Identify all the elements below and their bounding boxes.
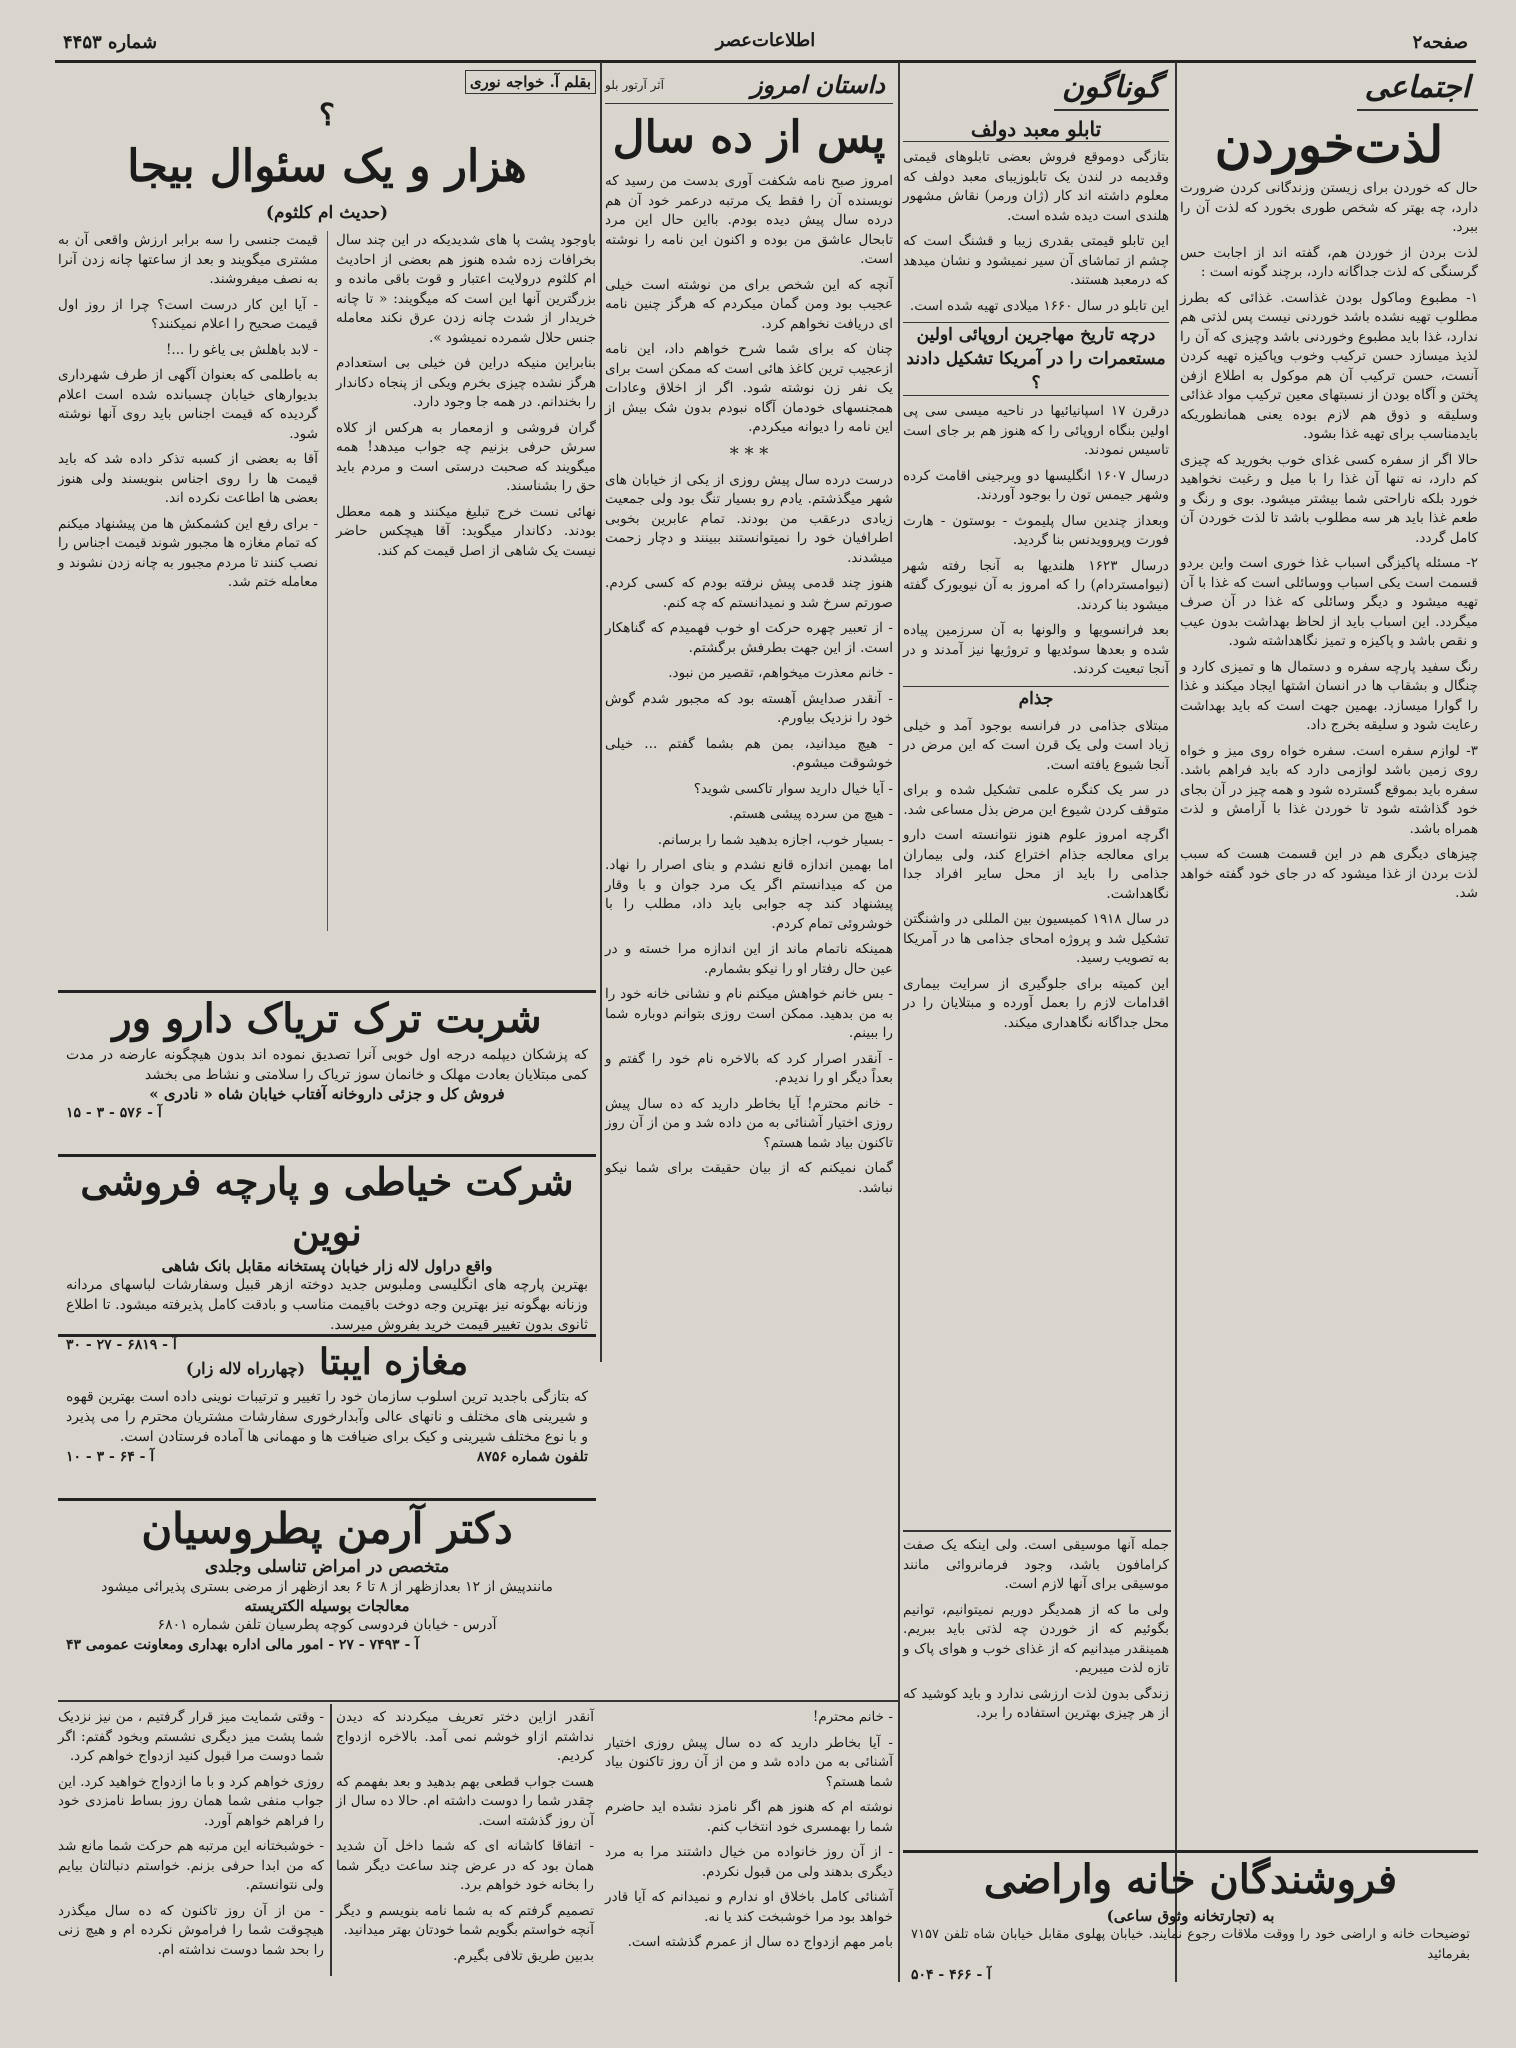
ad-code: آ - ۶۴ - ۳ - ۱۰ bbox=[66, 1449, 155, 1465]
ad-phone: تلفون شماره ۸۷۵۶ bbox=[476, 1449, 588, 1465]
ad-address: آدرس - خیابان فردوسی کوچه پطرسیان تلفن شماره ۶۸۰۱ bbox=[157, 1617, 497, 1633]
article-title: لذت‌خوردن bbox=[1214, 115, 1444, 174]
paragraph: باوجود پشت پا های شدیدیکه در این چند سال بخرافات زده شده هنوز هم بعضی از احادیث ام کلثوم درولایت اعتبار و قوت باقی مانده و بزرگترین آنها این است که میگویند: « تا چانه خریدار از شدت چانه زدن عرق نکند معامله جنس حلال شمرده نمیشود ». bbox=[336, 232, 596, 346]
paragraph: آنچه که این شخص برای من نوشته است خیلی عجیب بود ومن گمان میکردم که هرگز چنین نامه ای دریافت نخواهم کرد. bbox=[605, 276, 893, 332]
ad-code: آ - ۵۷۶ - ۳ - ۱۵ bbox=[66, 1105, 162, 1121]
ad-doctor bbox=[58, 1498, 596, 1701]
author-box: بقلم آ. خواجه نوری bbox=[465, 70, 596, 94]
ad-code: آ - ۶۸۱۹ - ۲۷ - ۳۰ bbox=[66, 1337, 177, 1353]
paragraph: اگرچه امروز علوم هنوز نتوانسته است دارو برای معالجه جذام اختراع کند، ولی بیماران جذامی را باید از محل سایر افراد جدا نگاهداشت. bbox=[903, 827, 1169, 902]
separator-stars: * * * bbox=[729, 443, 769, 465]
paragraph: ۱- مطبوع وماکول بودن غذاست. غذائی که بطرز مطلوب تهیه نشده باشد خوردنی نیست پس لذتی هم ندارد، غذا باید مطبوع وخوردنی باشد وچیزی که آن را لذیذ میسازد حسن ترکیب وخوب وپاکیزه تهیه کردن آنست، حسن ترکیب آن هم موکول به اطلاع ازفن پختن و آگاه بودن از نسبتهای معین ترکیب مواد غذائی وسلیقه و ذوق هم لازم بوده یعنی همانطوریکه بایدمناسب برای تهیه غذا بشود. bbox=[1180, 289, 1478, 442]
column-divider bbox=[898, 62, 900, 1982]
column-divider bbox=[600, 62, 602, 1362]
paragraph: امروز صبح نامه شکفت آوری بدست من رسید که نویسنده آن را فقط یک مرتبه درعمر خود آن هم درده سال پیش دیده بودم. بااین حال این مرد تابحال عاشق من بوده و اکنون این نامه را نوشته است. bbox=[605, 173, 893, 267]
paragraph: به باطلمی که بعنوان آگهی از طرف شهرداری بدیوارهای خیابان چسبانده شده است اعلام گردیده که قیمت اجناس باید روی آنها نوشته شود. bbox=[58, 367, 318, 442]
issue-number: شماره ۴۴۵۳ bbox=[63, 32, 158, 53]
paragraph: زندگی بدون لذت ارزشی ندارد و باید کوشید که از هر چیزی بهترین استفاده را برد. bbox=[903, 1685, 1169, 1721]
paragraph: هست جواب قطعی بهم بدهید و بعد بفهمم که چقدر شما را دوست داشته ام. حالا ده سال از آن روز گذشته است. bbox=[336, 1773, 594, 1829]
paragraph: - هیچ من سرده پیشی هستم. bbox=[728, 806, 893, 822]
paragraph: وبعداز چندین سال پلیموث - بوستون - هارت فورت وپروویدنس بنا گردید. bbox=[903, 512, 1169, 548]
paragraph: - هیچ میدانید، بمن هم بشما گفتم ... خیلی خوشوقت میشوم. bbox=[605, 735, 893, 771]
paragraph: گمان نمیکنم که از بیان حقیقت برای شما نیکو نباشد. bbox=[605, 1160, 893, 1196]
ad-opium-syrup bbox=[58, 990, 596, 1153]
ad-body: که بتازگی باجدید ترین اسلوب سازمان خود را تغییر و ترتیبات نوینی داده است بهترین قهوه و شیرینی های مختلف و نانهای عالی وآبدارخوری سفارشات مشتریان محترم را می پذیرد و با نوع مختلف شیرینی و کیک برای ضیافت ها و مهمانی ها آماده فرستادن است. bbox=[66, 1389, 588, 1445]
paragraph: - وقتی شمایت میز قرار گرفتیم ، من نیز نزدیک شما پشت میز دیگری نشستم وبخود گفتم: اگر شما دوست مرا قبول کنید ازدواج خواهم کرد. bbox=[58, 1709, 324, 1764]
section-tag: اجتماعی bbox=[1357, 66, 1478, 111]
bottom-story-col1 bbox=[58, 1708, 324, 1973]
paragraph: در سال ۱۹۱۸ کمیسیون بین المللی در واشنگتن تشکیل شد و پروژه امحای جذامی ها در آمریکا به تصویب رسید. bbox=[903, 911, 1169, 966]
masthead bbox=[55, 30, 1476, 63]
ad-hours: مانندپیش از ۱۲ بعدازظهر از ۸ تا ۶ بعد ازظهر از مرضی بستری پذیرائی میشود bbox=[101, 1579, 553, 1595]
social-column bbox=[1180, 66, 1478, 1946]
paragraph: نوشته ام که هنوز هم اگر نامزد نشده اید حاضرم شما را بهمسری خود انتخاب کنم. bbox=[605, 1799, 893, 1835]
column-divider bbox=[330, 1704, 332, 1976]
ad-realestate bbox=[903, 1850, 1478, 1985]
divider bbox=[58, 1700, 898, 1702]
paragraph: بتازگی دوموقع فروش بعضی تابلوهای قیمتی وقدیمه در لندن یک تابلوزیبای معبد دولف که معلوم داشته اند کار (ژان ورمر) نقاش مشهور هلندی است دیده شده است. bbox=[903, 149, 1169, 224]
paragraph: این تابلو در سال ۱۶۶۰ میلادی تهیه شده است. bbox=[909, 297, 1169, 314]
paragraph: - آنقدر صدایش آهسته بود که مجبور شدم گوش خود را نزدیک بیاورم. bbox=[605, 690, 893, 726]
ad-code: آ - ۴۶۶ - ۵۰۴ bbox=[911, 1967, 992, 1983]
ad-specialty: متخصص در امراض تناسلی وجلدی bbox=[204, 1557, 450, 1577]
paragraph: بدبین طریق تلافی بگیرم. bbox=[453, 1947, 594, 1964]
paragraph: - خانم معذرت میخواهم، تقصیر من نبود. bbox=[668, 665, 893, 681]
ad-sales: فروش کل و جزئی داروخانه آفتاب خیابان شاه « نادری » bbox=[149, 1085, 505, 1103]
bottom-story-col3 bbox=[605, 1708, 893, 1973]
ad-body: بهترین پارچه های انگلیسی وملبوس جدید دوخته ازهر قبیل وسفارشات لباسهای مردانه وزنانه بهگونه نیز بهترین وجه دوخت باقیمت مناسب و بادقت کامل پذیرفته میشود. تا اطلاع ثانوی بدون تغییر قیمت خرید بفروش میرسد. bbox=[66, 1277, 588, 1333]
ad-ibita bbox=[58, 1334, 596, 1497]
paragraph: - آیا این کار درست است؟ چرا از روز اول قیمت صحیح را اعلام نمیکنند؟ bbox=[58, 296, 318, 332]
paragraph: لذت بردن از خوردن هم، گفته اند از اجابت حس گرسنگی که لذت جداگانه دارد، برچند گونه است : bbox=[1180, 244, 1478, 280]
paragraph: جمله آنها موسیقی است. ولی اینکه یک صفت کرامافون باشد، وجود فرمانروائی مانند موسیقی برای آنها لازم است. bbox=[903, 1537, 1169, 1592]
ad-tailor bbox=[58, 1154, 596, 1353]
paragraph: - من از آن روز تاکنون که ده سال میگذرد هیچوقت شما را فراموش نکرده ام و هیچ زنی را بحد شما دوست نداشته ام. bbox=[58, 1902, 324, 1958]
paragraph: آشنائی کامل باخلاق او ندارم و نمیدانم که آیا قادر خواهد بود مرا خوشبخت کند یا نه. bbox=[605, 1889, 893, 1925]
paragraph: حال که خوردن برای زیستن وزندگانی کردن ضرورت دارد، چه بهتر که شخص طوری بخورد که لذت آن را ببرد. bbox=[1180, 180, 1478, 235]
paragraph: ولی ما که از همدیگر دوریم نمیتوانیم، توانیم بگوئیم که از خوردن چه لذتی باید ببریم. همینقدر میدانیم که از غذای خوب و هوای پاک و تازه لذت میبریم. bbox=[903, 1601, 1169, 1676]
ad-body: توضیحات خانه و اراضی خود را ووقت ملاقات رجوع نمایند. خیابان پهلوی مقابل خیابان شاه تلفن ۷۱۵۷ بفرمائید bbox=[911, 1927, 1470, 1962]
paragraph: گران فروشی و ازمعمار به هرکس از کلاه سرش حرفی بزنیم چه جواب میدهد! همه میگویند که صحبت درستی است و مردم باید حق را بشناسند. bbox=[336, 419, 596, 494]
paragraph: ۳- لوازم سفره است. سفره خواه روی میز و خواه روی زمین باشد لوازمی دارد که باید فراهم باشد. سفره باید بموقع گسترده شود و همه چیز در آن بجای خود گذاشته شود تا خوردن غذا با آرامش و لذت همراه باشد. bbox=[1180, 742, 1478, 837]
ad-title: مغازه ایبتا bbox=[319, 1341, 469, 1383]
two-column-text bbox=[58, 231, 596, 931]
paragraph: - آنقدر اصرار کرد که بالاخره نام خود را گفتم و بعداً دیگر او را ندیدم. bbox=[605, 1050, 893, 1086]
bottom-story-col2 bbox=[336, 1708, 594, 1973]
paragraph: درقرن ۱۷ اسپانیائیها در ناحیه میسی سی پی اولین بنگاه اروپائی را که هنوز هم بر جای است تاسیس نمودند. bbox=[903, 403, 1170, 458]
paragraph: قیمت جنسی را سه برابر ارزش واقعی آن به مشتری میگویند و بعد از ساعتها چانه زدن آنرا به نصف میفروشند. bbox=[58, 232, 318, 287]
ad-address: واقع دراول لاله زار خیابان پستخانه مقابل بانک شاهی bbox=[161, 1257, 493, 1275]
paragraph: هنوز چند قدمی پیش نرفته بودم که کسی کردم. صورتم سرخ شد و نمیدانستم که چه کنم. bbox=[605, 575, 893, 611]
paragraph: - خانم محترم! آیا بخاطر دارید که ده سال پیش روزی اختیار آشنائی به من داده شد و من از آن روز تاکنون بیاد شما هستم؟ bbox=[605, 1095, 893, 1151]
newspaper-name: اطلاعات‌عصر bbox=[715, 30, 816, 51]
paragraph: چنان که برای شما شرح خواهم داد، این نامه ازعجیب ترین کاغذ هائی است که ممکن است برای یک نفر زن نوشته شود. اگر از اخلاق وعادات همجنسهای خودمان آگاه نبودم بدون شک بیش از این نامه را دیوانه میکردم. bbox=[605, 341, 893, 435]
paragraph: مبتلای جذامی در فرانسه بوجود آمد و خیلی زیاد است ولی یک قرن است که این مرض در آنجا شیوع یافته است. bbox=[903, 717, 1169, 773]
paragraph: چیزهای دیگری هم در این قسمت هست که سبب لذت بردن از غذا میشود که در جای خود گفته خواهد شد. bbox=[1180, 846, 1478, 901]
paragraph: اما بهمین اندازه قانع نشدم و بنای اصرار را نهاد. من که میدانستم اگر یک مرد جوان و با وقار پیشنهاد کند چه جوابی باید داد، مطلب را با خوشروئی تمام کردم. bbox=[605, 857, 893, 932]
ad-agency: به (تجارتخانه وثوق ساعی) bbox=[1106, 1907, 1275, 1925]
paragraph: نهائی نست خرج تبلیغ میکنند و همه معطل بودند. دکاندار میگوید: آقا هیچکس حاضر نیست یک شاهی از اصل قیمت کم کند. bbox=[336, 503, 596, 559]
article-subtitle: (حدیث ام کلثوم) bbox=[265, 203, 389, 223]
paragraph: بامر مهم ازدواج ده سال از عمرم گذشته است. bbox=[627, 1934, 893, 1950]
paragraph: روزی خواهم کرد و با ما ازدواج خواهید کرد. این جواب منفی شما همان روز بساط نامزدی خود را فراهم خواهم آورد. bbox=[58, 1773, 324, 1829]
paragraph: - آیا بخاطر دارید که ده سال پیش روزی اختیار آشنائی به من داده شد و من از آن روز تاکنون بیاد شما هستم؟ bbox=[605, 1734, 893, 1790]
questions-column bbox=[58, 66, 596, 986]
question-mark: ؟ bbox=[319, 98, 335, 133]
paragraph: در سر یک کنگره علمی تشکیل شده و برای متوقف کردن شیوع این مرض بذل مساعی شد. bbox=[903, 782, 1169, 818]
paragraph: - خوشبختانه این مرتبه هم حرکت شما مانع شد که من ابدا حرفی بزنم. خواستم دنبالتان بیایم ولی نتوانستم. bbox=[58, 1838, 324, 1893]
paragraph: حالا اگر از سفره کسی غذای خوب بخورید که چیزی کم دارد، نه تنها آن غذا را با میل و رغبت نخواهید خورد بلکه ناراحتی شما بیشتر میشود. بوی و رنگ و طعم غذا باید هر سه مطلوب باشد تا لذت خوردن آن کامل گردد. bbox=[1180, 451, 1478, 546]
paragraph: همینکه ناتمام ماند از این اندازه مرا خسته و در عین حال رفتار او را نیکو بشمارم. bbox=[605, 941, 893, 977]
article-title: هزار و یک سئوال بیجا bbox=[127, 141, 527, 192]
paragraph: - اتفاقا کاشانه ای که شما داخل آن شدید همان بود که در عرض چند ساعت دیگر شما را بخانه خود خواهم برد. bbox=[336, 1838, 594, 1893]
paragraph: تصمیم گرفتم که به شما نامه بنویسم و دیگر آنچه خواستم بگویم شما خودتان بهتر میدانید. bbox=[336, 1902, 594, 1938]
page-number: صفحه۲ bbox=[1412, 32, 1468, 53]
article-title: جذام bbox=[903, 686, 1169, 711]
ad-title: شرکت خیاطی و پارچه فروشی نوین bbox=[80, 1159, 574, 1254]
paragraph: - بسیار خوب، اجازه بدهید شما را برسانم. bbox=[657, 831, 893, 848]
paragraph: - لابد باهلش بی یاغو را ...! bbox=[165, 341, 318, 358]
byline: آثر آرتور بلو bbox=[605, 77, 664, 92]
paragraph: - بس خانم خواهش میکنم نام و نشانی خانه خود را به من بدهید. ممکن است روزی بتوانم دوباره شما را ببینم. bbox=[605, 986, 893, 1041]
section-tag: گوناگون bbox=[1054, 66, 1169, 111]
paragraph: آنقدر ازاین دختر تعریف میکردند که دیدن نداشتم ازاو خوشم نمی آمد. بالاخره ازدواج کردیم. bbox=[336, 1709, 594, 1764]
paragraph: - از آن روز خانواده من خیال داشتند مرا به مرد دیگری بدهند ولی من قبول نکردم. bbox=[605, 1844, 893, 1880]
paragraph: درسال ۱۶۲۳ هلندیها به آنجا رفته شهر (نیوامستردام) را که امروز به آن نیویورک گفته میشود بنا کردند. bbox=[903, 557, 1169, 613]
paragraph: - آیا خیال دارید سوار تاکسی شوید؟ bbox=[693, 780, 893, 797]
paragraph: بعد فرانسویها و والونها به آن سرزمین پیاده شده و بعدها سوئدیها و تروژیها نیز آمدند و در آنجا تبعیت کردند. bbox=[903, 622, 1169, 677]
paragraph: - خانم محترم! bbox=[812, 1709, 893, 1725]
divider bbox=[903, 1530, 1171, 1532]
ad-code: آ - ۷۴۹۳ - ۲۷ - امور مالی اداره بهداری ومعاونت عمومی ۴۳ bbox=[66, 1637, 420, 1653]
paragraph: این تابلو قیمتی بقدری زیبا و قشنگ است که چشم از تماشای آن سیر نمیشود و نشان میدهد که درمعبد هستند. bbox=[903, 233, 1169, 288]
ad-body: که پزشکان دیپلمه درجه اول خوبی آنرا تصدیق نموده اند بدون هیچگونه عارضه در مدت کمی مبتلایان بعادت مهلک و خانمان سوز تریاک را سلامتی و نشاط می بخشد bbox=[66, 1047, 588, 1083]
ad-title: فروشندگان خانه واراضی bbox=[983, 1856, 1398, 1903]
paragraph: رنگ سفید پارچه سفره و دستمال ها و تمیزی کارد و چنگال و بشقاب ها در انسان اشتها ایجاد میکند و غذا را گوارا میسازد. بهمین جهت است که باید بهداشت رعایت شود و سلیقه بخرج داد. bbox=[1180, 658, 1478, 733]
paragraph: ۲- مسئله پاکیزگی اسباب غذا خوری است واین بردو قسمت است یکی اسباب ووسائلی است که غذا با آن تهیه میشود و دیگر وسائلی که غذا در آن صرف میگردد. این اسباب باید از لحاظ بهداشت بدون عیب و نقص باشد و پاکیزه و تمیز نگاهداشته شود. bbox=[1180, 555, 1478, 649]
ad-title: شربت ترک تریاک دارو ور bbox=[112, 995, 542, 1042]
paragraph: - از تعبیر چهره حرکت او خوب فهمیدم که گناهکار است. از این جهت بطرفش برگشتم. bbox=[605, 620, 893, 656]
article-title: پس از ده سال bbox=[612, 112, 886, 163]
paragraph: درست درده سال پیش روزی از یکی از خیابان های شهر میگذشتم. یادم رو بسیار تنگ بود ولی جمعیت زیادی درعقب من بودند. تمام عابرین بخوبی اطرافیان خود را نمیتوانستند ببینند و دچار زحمت میشدند. bbox=[605, 471, 893, 566]
paragraph: درسال ۱۶۰۷ انگلیسها دو ویرجینی اقامت کرده وشهر جیمس تون را بوجود آوردند. bbox=[903, 467, 1169, 503]
ad-title: دکتر آرمن پطروسیان bbox=[141, 1504, 513, 1553]
paragraph: بنابراین منیکه دراین فن خیلی بی استعدادم هرگز نشده چیزی بخرم ویکی از پنجاه دکاندار را بخندانم. در همه جا وجود دارد. bbox=[336, 355, 596, 410]
ad-location: (چهارراه لاله زار) bbox=[185, 1359, 306, 1378]
paragraph: این کمیته برای جلوگیری از سرایت بیماری اقدامات لازم را بعمل آورده و مبتلایان را در محل جداگانه نگاهداری میکند. bbox=[903, 975, 1169, 1031]
ad-treatment: معالجات بوسیله الکتریسته bbox=[244, 1597, 410, 1615]
section-tag: داستان امروز bbox=[751, 70, 885, 99]
article-title: درچه تاریخ مهاجرین اروپائی اولین مستعمرات را در آمریکا تشکیل دادند ؟ bbox=[903, 322, 1169, 396]
story-column bbox=[605, 66, 893, 1901]
paragraph: - برای رفع این کشمکش ها من پیشنهاد میکنم که تمام مغازه ها مجبور شوند قیمت اجناس را نصب کنند تا مردم مجبور به چانه زدن نشوند و معامله ختم شد. bbox=[58, 515, 318, 590]
column-divider bbox=[1175, 62, 1177, 1982]
misc-column bbox=[903, 66, 1169, 1526]
article-title: تابلو معبد دولف bbox=[903, 117, 1169, 142]
paragraph: آقا به بعضی از کسبه تذکر داده شد که باید قیمت ها را روی اجناس بنویسند ولی هنوز بعضی ها اطاعت نکرده اند. bbox=[58, 451, 318, 506]
